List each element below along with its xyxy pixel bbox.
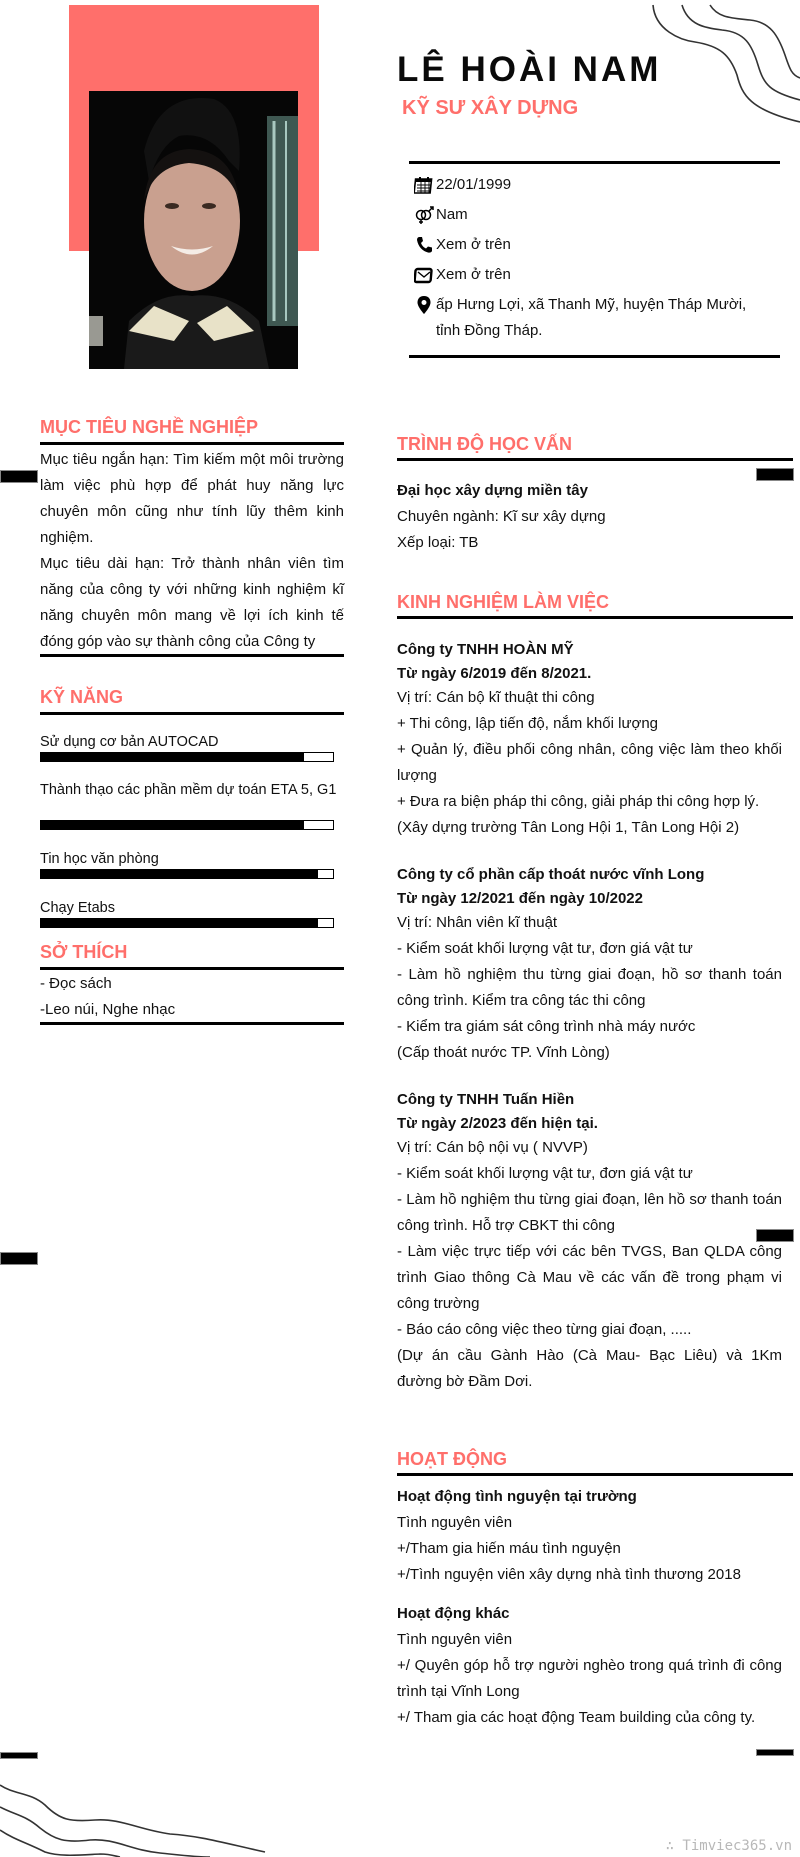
skills-heading: KỸ NĂNG [40,687,124,707]
activity-line: +/ Quyên góp hỗ trợ người nghèo trong quá trình đi công trình tại Vĩnh Long [397,1657,782,1700]
job-line: - Làm việc trực tiếp với các bên TVGS, Ban QLDA công trình Giao thông Cà Mau về các vấn đề trong phạm vi công trường [397,1243,782,1312]
divider [40,1022,344,1025]
job-line: - Làm hồ nghiệm thu từng giai đoạn, lên hồ sơ thanh toán công trình. Hỗ trợ CBKT thi công [397,1191,782,1234]
watermark: ∴ Timviec365.vn [665,1838,792,1854]
divider [397,616,793,619]
calendar-icon [412,172,436,198]
candidate-name: LÊ HOÀI NAM [397,50,662,89]
phone-text[interactable]: Xem ở trên [436,236,511,253]
job-line: + Quản lý, điều phối công nhân, công việc làm theo khối lượng [397,741,782,784]
contact-phone [412,232,782,262]
activity-title: Hoạt động khác [397,1605,510,1622]
contact-email [412,262,782,292]
envelope-icon [412,262,436,288]
gender-text: Nam [436,206,468,223]
skill-bar [40,918,334,928]
divider [40,967,344,970]
activities-heading: HOẠT ĐỘNG [397,1449,507,1469]
job-line: Vị trí: Nhân viên kĩ thuật [397,914,558,931]
job-line: Vị trí: Cán bộ nội vụ ( NVVP) [397,1139,588,1156]
contact-address [412,292,782,344]
divider [397,1473,793,1476]
hobbies-heading: SỞ THÍCH [40,942,128,962]
skill-bar [40,752,334,762]
job-period: Từ ngày 2/2023 đến hiện tại. [397,1115,598,1132]
objective-short-term: Mục tiêu ngắn hạn: Tìm kiếm một môi trường làm việc phù hợp để phát huy năng lực chuyên môn cũng như tính lũy thêm kinh nghiệm. [40,451,344,546]
job-entry [397,1087,782,1395]
page-marker [756,1229,794,1242]
page-marker [0,1752,38,1759]
page-marker [756,468,794,481]
skill-bar [40,869,334,879]
school-name: Đại học xây dựng miền tây [397,482,588,499]
experience-heading: KINH NGHIỆM LÀM VIỆC [397,592,610,612]
education-heading: TRÌNH ĐỘ HỌC VẤN [397,434,572,454]
activity-line: +/Tình nguyện viên xây dựng nhà tình thương 2018 [397,1566,741,1583]
phone-icon [412,232,436,258]
job-period: Từ ngày 6/2019 đến 8/2021. [397,665,592,682]
education-major: Chuyên ngành: Kĩ sư xây dựng [397,508,606,525]
job-line: - Làm hồ nghiệm thu từng giai đoạn, hồ sơ thanh toán công trình. Kiểm tra công tác thi công [397,966,782,1009]
job-company: Công ty TNHH Tuấn Hiền [397,1091,575,1108]
divider [397,458,793,461]
map-marker-icon [412,292,436,318]
activity-line: +/Tham gia hiến máu tình nguyện [397,1540,621,1557]
email-text[interactable]: Xem ở trên [436,266,511,283]
job-title: KỸ SƯ XÂY DỰNG [402,97,579,119]
avatar-photo [89,91,298,369]
job-company: Công ty cổ phần cấp thoát nước vĩnh Long [397,866,705,883]
contact-info [412,172,782,344]
page-marker [0,1252,38,1265]
objective-heading: MỤC TIÊU NGHỀ NGHIỆP [40,417,259,437]
job-line: + Đưa ra biện pháp thi công, giải pháp thi công hợp lý. [397,793,760,810]
dob-text: 22/01/1999 [436,176,512,193]
job-line: (Dự án cầu Gành Hào (Cà Mau- Bạc Liêu) và 1Km đường bờ Đầm Dơi. [397,1347,782,1390]
education-rank: Xếp loại: TB [397,534,479,551]
job-entry [397,862,782,1066]
wave-decoration-bottom [0,1760,280,1857]
divider [409,161,780,164]
contact-dob [412,172,782,202]
skill-bar [40,820,334,830]
job-entry [397,637,782,841]
hobby-item: -Leo núi, Nghe nhạc [40,1001,176,1018]
job-line: + Thi công, lập tiến độ, nắm khối lượng [397,715,659,732]
job-line: Vị trí: Cán bộ kĩ thuật thi công [397,689,595,706]
activity-line: Tình nguyên viên [397,1514,513,1531]
divider [409,355,780,358]
skill-label: Tin học văn phòng [40,851,159,867]
job-line: - Kiểm tra giám sát công trình nhà máy nước [397,1018,696,1035]
job-line: - Kiểm soát khối lượng vật tư, đơn giá vật tư [397,940,693,957]
skill-label: Thành thạo các phần mềm dự toán ETA 5, G1 [40,782,337,798]
job-line: - Kiểm soát khối lượng vật tư, đơn giá vật tư [397,1165,693,1182]
skill-label: Chạy Etabs [40,900,115,916]
divider [40,442,344,445]
skill-bar-fill [41,919,318,927]
divider [40,712,344,715]
job-company: Công ty TNHH HOÀN MỸ [397,641,574,658]
address-text: ấp Hưng Lợi, xã Thanh Mỹ, huyện Tháp Mười, tỉnh Đồng Tháp. [436,296,747,339]
objective-long-term: Mục tiêu dài hạn: Trở thành nhân viên tìm năng của công ty với những kinh nghiệm kĩ năng chuyên môn mang về lợi ích kinh tế đóng góp vào sự thành công của Công ty [40,555,344,650]
divider [40,654,344,657]
job-line: (Cấp thoát nước TP. Vĩnh Lòng) [397,1044,610,1061]
activity-title: Hoạt động tình nguyện tại trường [397,1488,637,1505]
job-line: (Xây dựng trường Tân Long Hội 1, Tân Long Hội 2) [397,819,740,836]
activity-line: +/ Tham gia các hoạt động Team building của công ty. [397,1709,756,1726]
skill-bar-fill [41,870,318,878]
activity-group [397,1484,782,1588]
job-period: Từ ngày 12/2021 đến ngày 10/2022 [397,890,643,907]
gender-icon [412,202,436,228]
job-line: - Báo cáo công việc theo từng giai đoạn, ..... [397,1321,692,1338]
page-marker [756,1749,794,1756]
contact-gender [412,202,782,232]
skill-bar-fill [41,753,304,761]
activity-line: Tình nguyên viên [397,1631,513,1648]
skill-bar-fill [41,821,304,829]
wave-decoration-top [640,0,800,130]
activity-group [397,1601,782,1731]
hobby-item: - Đọc sách [40,975,112,992]
page-marker [0,470,38,483]
education-block [397,478,782,556]
skill-label: Sử dụng cơ bản AUTOCAD [40,734,219,750]
